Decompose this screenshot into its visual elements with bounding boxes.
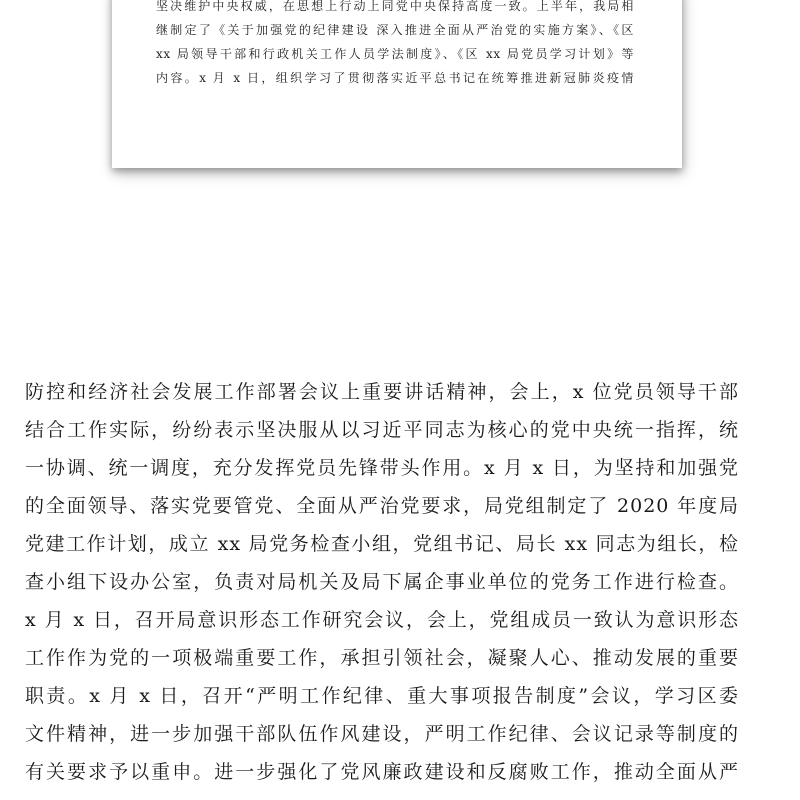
body-line: 查小组下设办公室，负责对局机关及局下属企事业单位的党务工作进行检查。 xyxy=(25,571,739,593)
body-line: 防控和经济社会发展工作部署会议上重要讲话精神，会上，x 位党员领导干部 xyxy=(25,381,739,403)
preview-paragraph xyxy=(156,0,634,90)
body-line: x 月 x 日，召开局意识形态工作研究会议，会上，党组成员一致认为意识形态 xyxy=(25,609,739,631)
body-paragraph xyxy=(25,373,739,791)
body-line: 党建工作计划，成立 xx 局党务检查小组，党组书记、局长 xx 同志为组长，检 xyxy=(25,533,739,555)
document-page-preview xyxy=(112,0,682,168)
preview-line: 内容。x 月 x 日，组织学习了贯彻落实近平总书记在统筹推进新冠肺炎疫情 xyxy=(156,71,634,85)
preview-line: 继制定了《关于加强党的纪律建设 深入推进全面从严治党的实施方案》、《区 xyxy=(156,23,634,37)
body-line: 工作作为党的一项极端重要工作，承担引领社会，凝聚人心、推动发展的重要 xyxy=(25,647,739,669)
preview-line: 坚决维护中央权威，在思想上行动上同党中央保持高度一致。上半年，我局相 xyxy=(156,0,634,13)
body-line: 职责。x 月 x 日，召开“严明工作纪律、重大事项报告制度”会议，学习区委 xyxy=(25,685,739,707)
body-line: 一协调、统一调度，充分发挥党员先锋带头作用。x 月 x 日，为坚持和加强党 xyxy=(25,457,739,479)
body-line: 结合工作实际，纷纷表示坚决服从以习近平同志为核心的党中央统一指挥，统 xyxy=(25,419,739,441)
preview-line: xx 局领导干部和行政机关工作人员学法制度》、《区 xx 局党员学习计划》等 xyxy=(156,47,634,61)
body-line: 有关要求予以重申。进一步强化了党风廉政建设和反腐败工作，推动全面从严 xyxy=(25,761,739,783)
body-line: 文件精神，进一步加强干部队伍作风建设，严明工作纪律、会议记录等制度的 xyxy=(25,723,739,745)
body-line: 的全面领导、落实党要管党、全面从严治党要求，局党组制定了 2020 年度局 xyxy=(25,495,739,517)
